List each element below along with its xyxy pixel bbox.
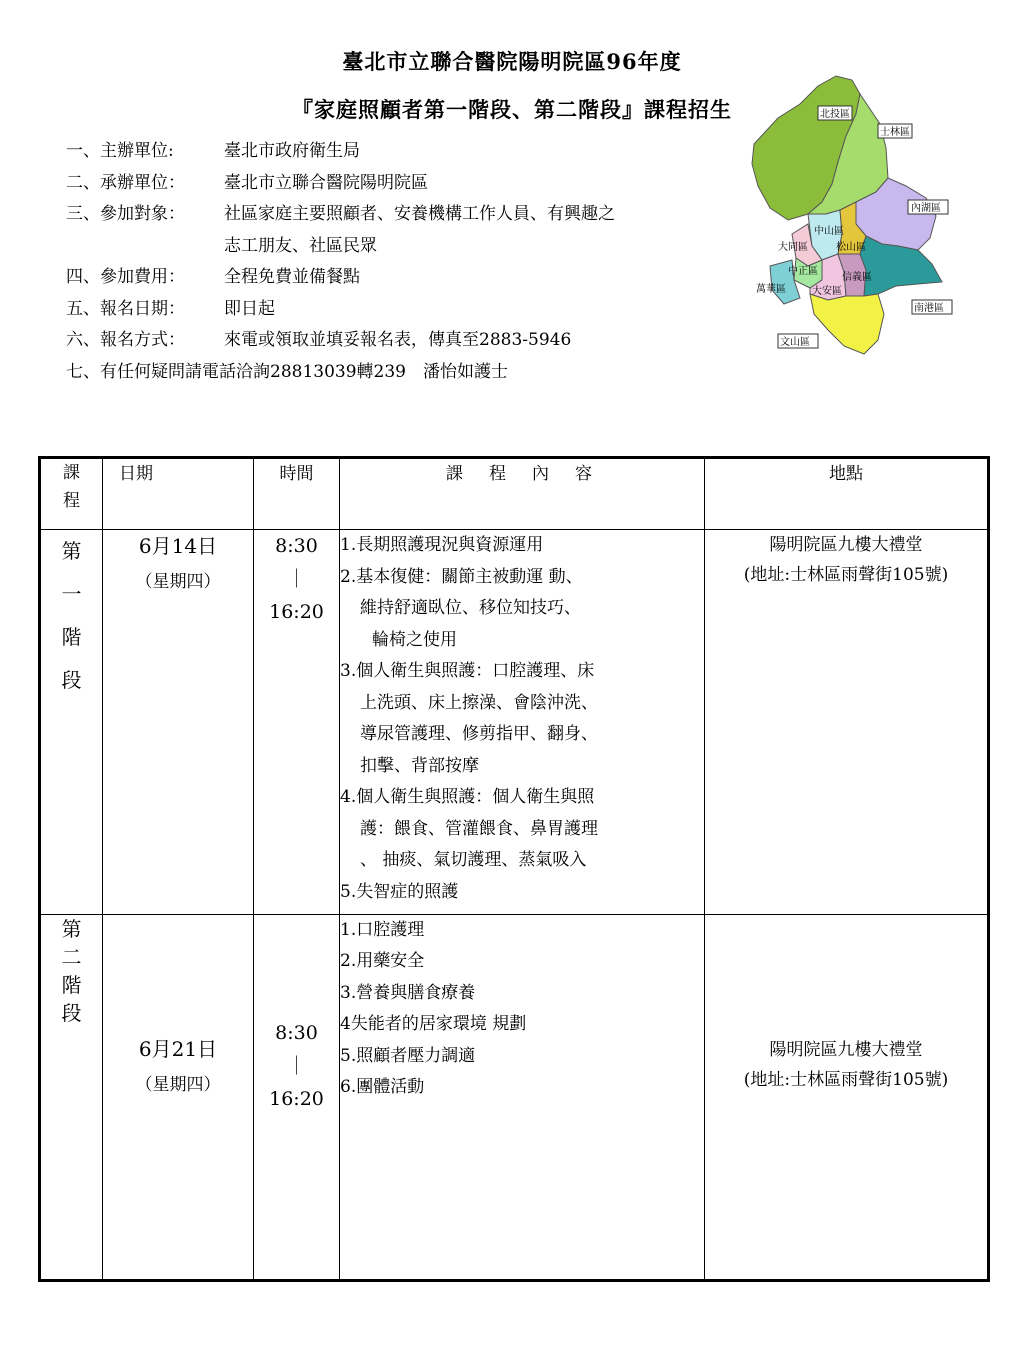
date-value: 6月21日 — [138, 1036, 218, 1061]
content-line: 護：餵食、管灌餵食、鼻胃護理 — [360, 818, 598, 839]
time-start: 8:30 — [275, 1021, 318, 1044]
header-place: 地點 — [705, 458, 989, 530]
content-line: 4.個人衛生與照護：個人衛生與照 — [340, 787, 595, 808]
content-line: 1.口腔護理 — [340, 919, 425, 940]
info-label: 三、參加對象： — [66, 204, 185, 224]
date-cell — [103, 530, 254, 914]
time-end: 16:20 — [269, 1087, 324, 1110]
content-line: 2.基本復健：關節主被動運 動、 — [340, 566, 583, 587]
map-label-nangang: 南港區 — [914, 303, 944, 314]
content-line: 1.長期照護現況與資源運用 — [340, 535, 544, 556]
header-stage-text: 課程 — [63, 463, 80, 511]
content-line: 6.團體活動 — [340, 1077, 425, 1098]
map-label-beitou: 北投區 — [820, 109, 850, 120]
place-address: (地址:士林區雨聲街105號) — [743, 1069, 949, 1090]
map-label-neihu: 內湖區 — [911, 203, 941, 214]
time-cell — [254, 914, 340, 1280]
content-line: 2.用藥安全 — [340, 951, 425, 972]
info-value: 臺北市政府衛生局 — [224, 141, 360, 161]
table-header-row — [40, 458, 989, 530]
content-line: 5.照顧者壓力調適 — [340, 1045, 476, 1066]
info-label: 一、主辦單位: — [66, 141, 174, 161]
taipei-district-map — [748, 74, 964, 358]
time-end: 16:20 — [269, 601, 324, 624]
content-line: 、 抽痰、氣切護理、蒸氣吸入 — [360, 850, 587, 871]
content-cell — [340, 530, 705, 914]
weekday-value: （星期四） — [135, 572, 221, 593]
table-row — [40, 530, 989, 914]
place-cell — [705, 530, 989, 914]
place-name: 陽明院區九樓大禮堂 — [769, 1039, 923, 1060]
info-label: 五、報名日期： — [66, 298, 185, 319]
stage-cell — [40, 530, 103, 914]
content-line: 扣擊、背部按摩 — [360, 755, 479, 776]
info-contact — [66, 357, 615, 389]
header-stage — [40, 458, 103, 530]
info-label: 六、報名方式： — [66, 330, 185, 350]
header-content: 課程內容 — [340, 458, 705, 530]
info-signup-date — [66, 294, 615, 326]
stage-label: 第一階段 — [61, 539, 82, 693]
weekday-value: （星期四） — [135, 1074, 221, 1095]
content-line: 3.營養與膳食療養 — [340, 982, 476, 1003]
time-separator: ｜ — [286, 1054, 306, 1077]
header-date: 日期 — [103, 458, 254, 530]
info-label: 二、承辦單位： — [66, 172, 185, 193]
info-audience — [66, 199, 615, 231]
content-line: 3.個人衛生與照護：口腔護理、床 — [340, 661, 595, 682]
time-start: 8:30 — [275, 535, 318, 558]
content-line: 輪椅之使用 — [372, 629, 457, 650]
map-label-wanhua: 萬華區 — [756, 284, 786, 295]
content-line: 4失能者的居家環境 規劃 — [340, 1014, 527, 1035]
document-subtitle: 『家庭照顧者第一階段、第二階段』課程招生 — [292, 97, 732, 122]
table-row — [40, 914, 989, 1280]
map-label-xinyi: 信義區 — [842, 272, 872, 283]
content-line: 維持舒適臥位、移位知技巧、 — [360, 598, 581, 619]
header-time: 時間 — [254, 458, 340, 530]
info-value: 即日起 — [224, 298, 275, 319]
map-label-datong: 大同區 — [778, 242, 808, 253]
info-contractor — [66, 168, 615, 200]
document-title: 臺北市立聯合醫院陽明院區96年度 — [342, 49, 682, 74]
content-line: 上洗頭、床上擦澡、會陰沖洗、 — [360, 692, 598, 713]
map-label-wenshan: 文山區 — [780, 337, 810, 348]
map-label-songshan: 松山區 — [836, 242, 866, 253]
map-label-shilin: 士林區 — [880, 127, 910, 138]
date-value: 6月14日 — [138, 534, 218, 559]
info-organizer — [66, 136, 615, 168]
place-address: (地址:士林區雨聲街105號) — [743, 565, 949, 586]
info-value: 社區家庭主要照顧者、安養機構工作人員、有興趣之 — [224, 204, 615, 224]
time-separator: ｜ — [286, 568, 306, 591]
content-cell — [340, 914, 705, 1280]
info-audience-cont — [66, 231, 615, 263]
date-cell — [103, 914, 254, 1280]
info-value: 來電或領取並填妥報名表，傳真至2883-5946 — [224, 330, 572, 350]
place-cell — [705, 914, 989, 1280]
content-line: 5.失智症的照護 — [340, 881, 459, 902]
course-schedule-table — [38, 456, 990, 1282]
info-value: 臺北市立聯合醫院陽明院區 — [224, 172, 428, 193]
place-name: 陽明院區九樓大禮堂 — [769, 535, 923, 556]
info-list — [66, 136, 615, 388]
map-label-daan: 大安區 — [812, 286, 842, 297]
info-signup-method — [66, 325, 615, 357]
info-fee — [66, 262, 615, 294]
info-value: 志工朋友、社區民眾 — [224, 235, 377, 256]
map-label-zhongzheng: 中正區 — [788, 266, 818, 277]
info-value: 全程免費並備餐點 — [224, 267, 360, 287]
time-cell — [254, 530, 340, 914]
map-label-zhongshan: 中山區 — [814, 226, 844, 237]
info-label: 七、有任何疑問請電話洽詢28813039轉239 潘怡如護士 — [66, 361, 508, 382]
district-wenshan — [810, 294, 884, 354]
stage-cell — [40, 914, 103, 1280]
info-label — [66, 231, 224, 263]
info-label: 四、參加費用： — [66, 267, 185, 287]
content-line: 導尿管護理、修剪指甲、翻身、 — [360, 724, 598, 745]
stage-label: 第二階段 — [61, 916, 82, 1025]
